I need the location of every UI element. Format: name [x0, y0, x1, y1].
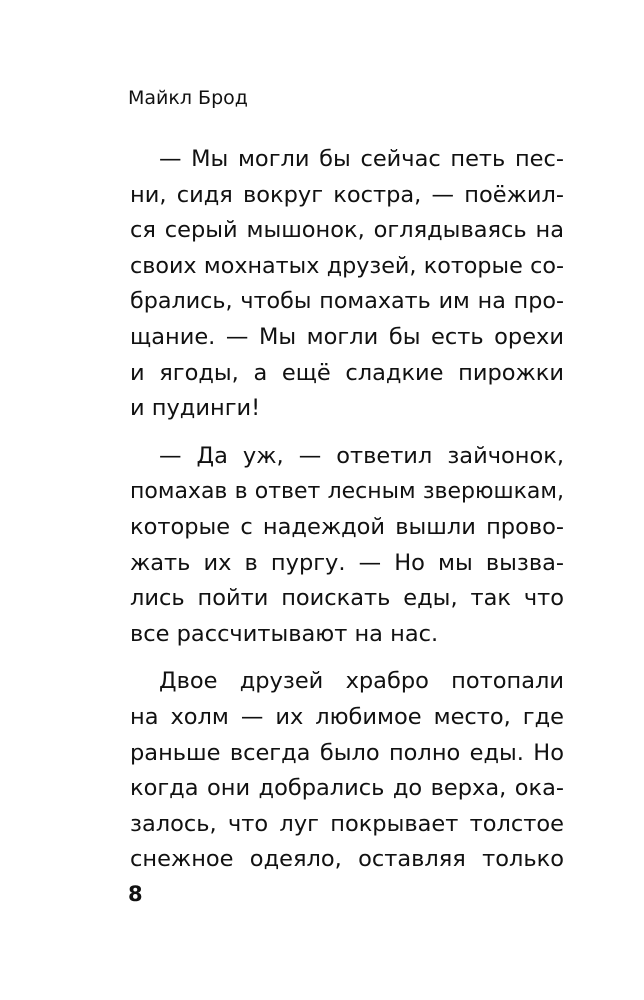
text-line: жать их в пургу. — Но мы вызва-: [130, 549, 564, 576]
text-line: и пудинги!: [130, 395, 261, 422]
text-line: залось, что луг покрывает толстое: [130, 810, 564, 837]
text-line: все рассчитывают на нас.: [130, 620, 439, 647]
paragraph-gap: [130, 652, 564, 664]
text-line: когда они добрались до верха, ока-: [130, 775, 564, 802]
text-line: ся серый мышонок, оглядываясь на: [130, 217, 564, 244]
text-line: снежное одеяло, оставляя только: [130, 846, 564, 873]
text-line: помахав в ответ лесным зверюшкам,: [130, 479, 564, 505]
text-line: лись пойти поискать еды, так что: [130, 585, 564, 612]
text-line: Двое друзей храбро потопали: [159, 668, 564, 695]
text-line: — Мы могли бы сейчас петь пес-: [159, 146, 564, 172]
text-line: раньше всегда было полно еды. Но: [130, 739, 564, 766]
text-line: своих мохнатых друзей, которые со-: [130, 252, 564, 279]
text-line: брались, чтобы помахать им на про-: [130, 288, 564, 315]
paragraph: [130, 664, 564, 878]
body-text: [130, 142, 564, 878]
text-line: — Да уж, — ответил зайчонок,: [159, 442, 564, 469]
page-number: 8: [128, 882, 143, 906]
paragraph: [130, 439, 564, 653]
paragraph-gap: [130, 427, 564, 439]
text-line: ни, сидя вокруг костра, — поёжил-: [130, 181, 564, 208]
text-line: и ягоды, а ещё сладкие пирожки: [130, 359, 564, 386]
running-head: Майкл Брод: [128, 87, 248, 109]
paragraph: [130, 142, 564, 427]
text-line: щание. — Мы могли бы есть орехи: [130, 323, 564, 350]
text-line: которые с надеждой вышли прово-: [130, 513, 564, 540]
text-line: на холм — их любимое место, где: [130, 703, 564, 730]
